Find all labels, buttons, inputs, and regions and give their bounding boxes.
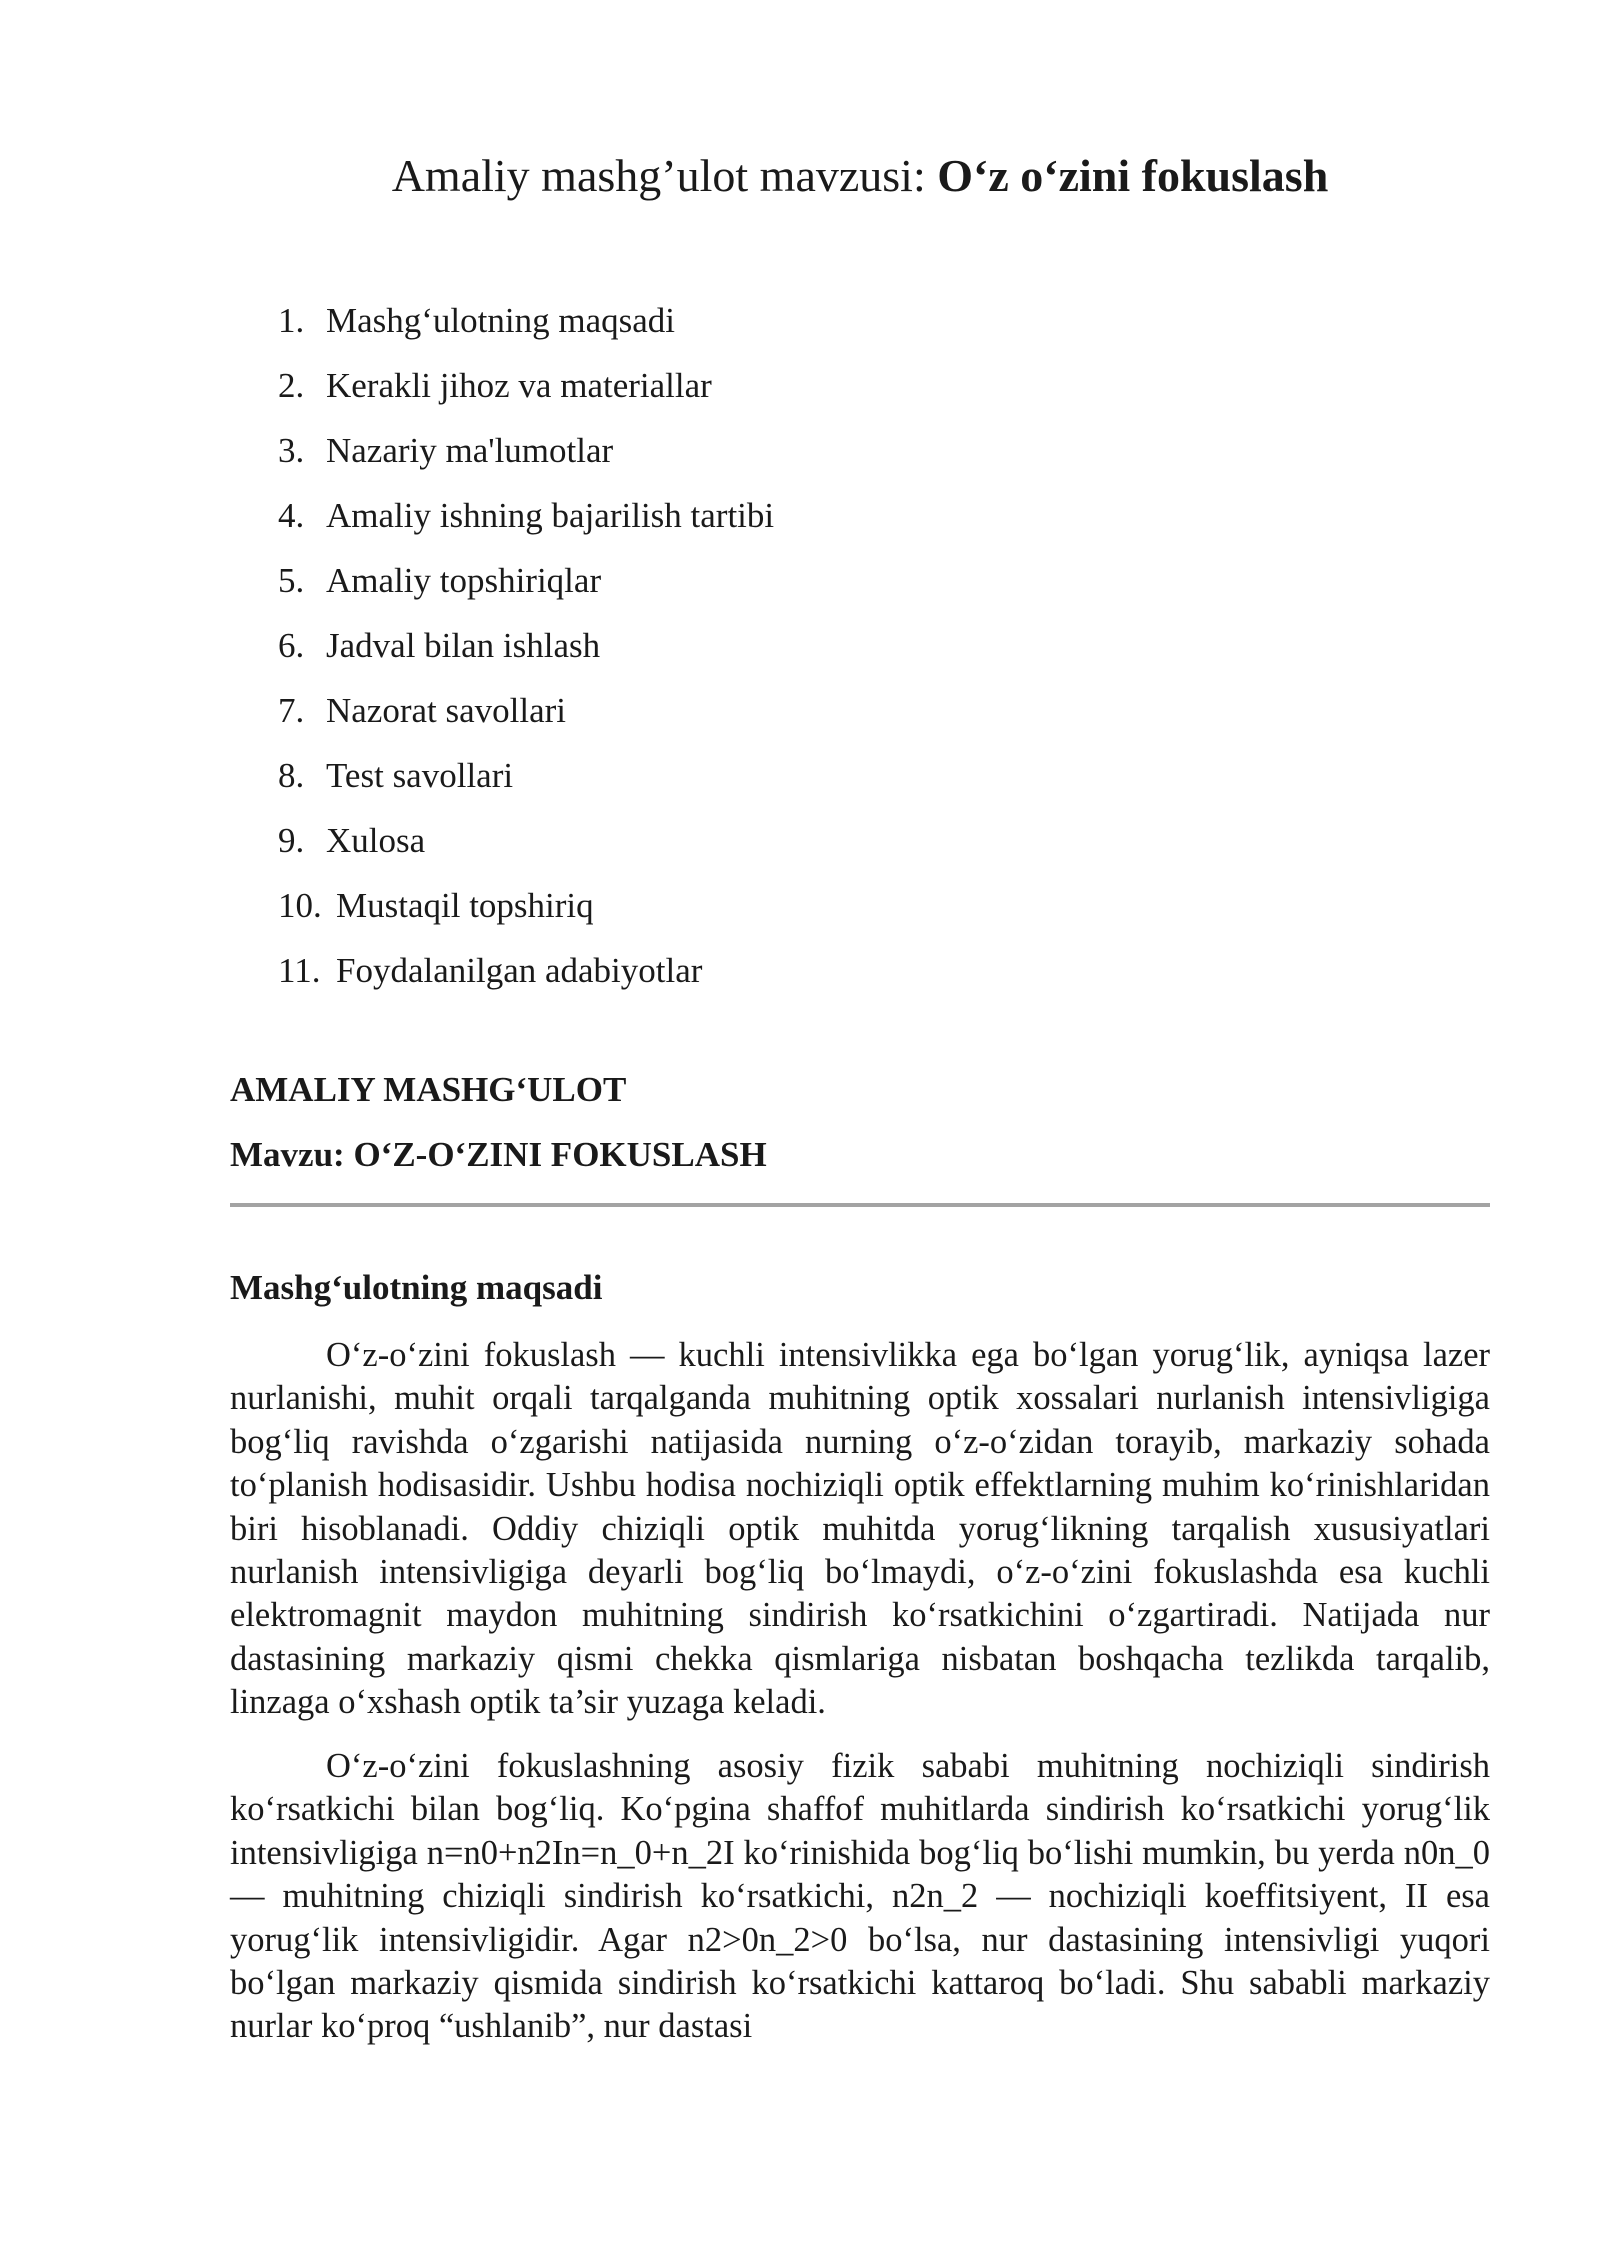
- toc-item-number: 3.: [278, 431, 305, 470]
- body-paragraph: O‘z-o‘zini fokuslash — kuchli intensivlikka ega bo‘lgan yorug‘lik, ayniqsa lazer nurlanishi, muhit orqali tarqalganda muhitning optik xossalari nurlanish intensivligiga bog‘liq ravishda o‘zgarishi natijasida nurning o‘z-o‘zidan torayib, markaziy sohada to‘planish hodisasidir. Ushbu hodisa nochiziqli optik effektlarning muhim ko‘rinishlaridan biri hisoblanadi. Oddiy chiziqli optik muhitda yorug‘likning tarqalish xususiyatlari nurlanish intensivligiga deyarli bog‘liq bo‘lmaydi, o‘z-o‘zini fokuslashda esa kuchli elektromagnit maydon muhitning sindirish ko‘rsatkichini o‘zgartiradi. Natijada nur dastasining markaziy qismi chekka qismlariga nisbatan boshqacha tezlikda tarqalib, linzaga o‘xshash optik ta’sir yuzaga keladi.: [230, 1336, 1490, 1722]
- toc-item: [278, 288, 774, 353]
- horizontal-divider: [230, 1203, 1490, 1207]
- toc-item: [278, 483, 774, 548]
- title-topic: O‘z o‘zini fokuslash: [937, 150, 1329, 201]
- toc-item-label: Foydalanilgan adabiyotlar: [336, 951, 703, 990]
- toc-item-label: Mustaqil topshiriq: [336, 886, 594, 925]
- toc-item-number: 5.: [278, 561, 305, 600]
- toc-item-number: 11.: [278, 951, 321, 990]
- toc-item: [278, 353, 774, 418]
- toc-item-label: Amaliy topshiriqlar: [326, 561, 602, 600]
- toc-item: [278, 678, 774, 743]
- toc-item-label: Mashg‘ulotning maqsadi: [326, 301, 675, 340]
- toc-item-label: Kerakli jihoz va materiallar: [326, 366, 712, 405]
- toc-item: [278, 743, 774, 808]
- toc-item-number: 1.: [278, 301, 305, 340]
- toc-item-number: 6.: [278, 626, 305, 665]
- page-title: [0, 148, 1600, 203]
- toc-item: [278, 548, 774, 613]
- section-heading: AMALIY MASHG‘ULOT: [230, 1070, 627, 1109]
- toc-item-number: 8.: [278, 756, 305, 795]
- toc-item-number: 4.: [278, 496, 305, 535]
- toc-item-label: Jadval bilan ishlash: [326, 626, 601, 665]
- toc-item-label: Nazariy ma'lumotlar: [326, 431, 614, 470]
- toc-item-number: 2.: [278, 366, 305, 405]
- toc-item-number: 7.: [278, 691, 305, 730]
- toc-item: [278, 873, 774, 938]
- body-paragraph: O‘z-o‘zini fokuslashning asosiy fizik sababi muhitning nochiziqli sindirish ko‘rsatkichi bilan bog‘liq. Ko‘pgina shaffof muhitlarda sindirish ko‘rsatkichi yorug‘lik intensivligiga n=n0+n2In=n_0+n_2I ko‘rinishida bog‘liq bo‘lishi mumkin, bu yerda n0n_0 — muhitning chiziqli sindirish ko‘rsatkichi, n2n_2 — nochiziqli koeffitsiyent, II esa yorug‘lik intensivligidir. Agar n2>0n_2>0 bo‘lsa, nur dastasining intensivligi yuqori bo‘lgan markaziy qismida sindirish ko‘rsatkichi kattaroq bo‘ladi. Shu sababli markaziy nurlar ko‘proq “ushlanib”, nur dastasi: [230, 1747, 1490, 2046]
- title-prefix: Amaliy mashg’ulot mavzusi:: [391, 150, 938, 201]
- goal-heading: Mashg‘ulotning maqsadi: [230, 1268, 603, 1307]
- toc-item: [278, 808, 774, 873]
- toc-item-label: Test savollari: [326, 756, 514, 795]
- toc-item-label: Nazorat savollari: [326, 691, 567, 730]
- toc-item: [278, 418, 774, 483]
- table-of-contents: [278, 288, 774, 1003]
- toc-item: [278, 938, 774, 1003]
- toc-item: [278, 613, 774, 678]
- toc-item-number: 9.: [278, 821, 305, 860]
- toc-item-number: 10.: [278, 886, 322, 925]
- toc-item-label: Amaliy ishning bajarilish tartibi: [326, 496, 775, 535]
- toc-item-label: Xulosa: [326, 821, 426, 860]
- section-subject: Mavzu: O‘Z-O‘ZINI FOKUSLASH: [230, 1135, 767, 1174]
